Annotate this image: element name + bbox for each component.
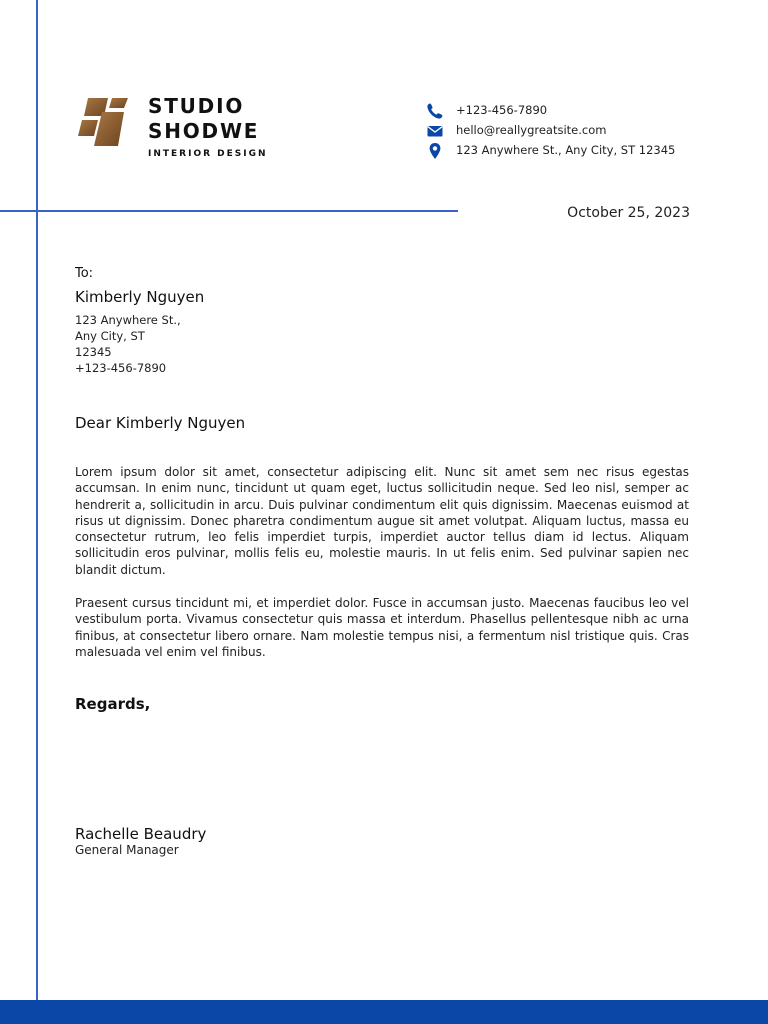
envelope-icon: [426, 122, 444, 140]
header-divider-rule: [0, 210, 458, 212]
body-paragraph: Lorem ipsum dolor sit amet, consectetur adipiscing elit. Nunc sit amet sem nec risus egestas accumsan. In enim nunc, tincidunt ut quam eget, luctus sollicitudin neque. Sed leo nisl, semper ac hendrerit a, sollicitudin in arcu. Duis pulvinar condimentum elit quis dignissim. Maecenas euismod at risus ut dignissim. Donec pharetra condimentum augue sit amet volutpat. Aliquam luctus, massa eu consectetur rutrum, leo felis imperdiet turpis, imperdiet auctor tellus diam id lectus. Aliquam sollicitudin eros pulvinar, mollis felis eu, molestie mauris. In ut felis enim. Sed pulvinar sapien nec blandit dictum.: [75, 465, 689, 577]
brand-logo-icon: [74, 96, 130, 148]
to-label: To:: [75, 266, 94, 281]
location-pin-icon: [426, 142, 444, 160]
brand-name: [148, 94, 259, 144]
recipient-address-line: 12345: [75, 345, 112, 359]
closing: Regards,: [75, 695, 151, 713]
phone-icon: [426, 102, 444, 120]
recipient-address-line: Any City, ST: [75, 329, 145, 343]
brand-name-line1: STUDIO: [148, 94, 245, 118]
footer-bar: [0, 1000, 768, 1024]
signer-title: General Manager: [75, 843, 179, 857]
contact-email-text: hello@reallygreatsite.com: [456, 123, 607, 137]
signer-name: Rachelle Beaudry: [75, 825, 207, 843]
contact-address-text: 123 Anywhere St., Any City, ST 12345: [456, 143, 676, 157]
left-margin-rule: [36, 0, 38, 1000]
body-paragraph: Praesent cursus tincidunt mi, et imperdiet dolor. Fusce in accumsan justo. Maecenas faucibus leo vel vestibulum porta. Vivamus consectetur quis massa et interdum. Phasellus pellentesque nibh ac urna finibus, at consectetur libero ornare. Nam molestie tempus nisi, a fermentum nisl tristique quis. Cras malesuada vel enim vel finibus.: [75, 596, 689, 659]
brand-name-line2: SHODWE: [148, 119, 260, 143]
recipient-phone: +123-456-7890: [75, 361, 167, 375]
recipient-name: Kimberly Nguyen: [75, 288, 205, 306]
contact-phone-text: +123-456-7890: [456, 103, 548, 117]
salutation: Dear Kimberly Nguyen: [75, 414, 246, 432]
letter-date: October 25, 2023: [567, 205, 690, 221]
brand-tagline: INTERIOR DESIGN: [148, 149, 268, 159]
recipient-address-line: 123 Anywhere St.,: [75, 313, 181, 327]
